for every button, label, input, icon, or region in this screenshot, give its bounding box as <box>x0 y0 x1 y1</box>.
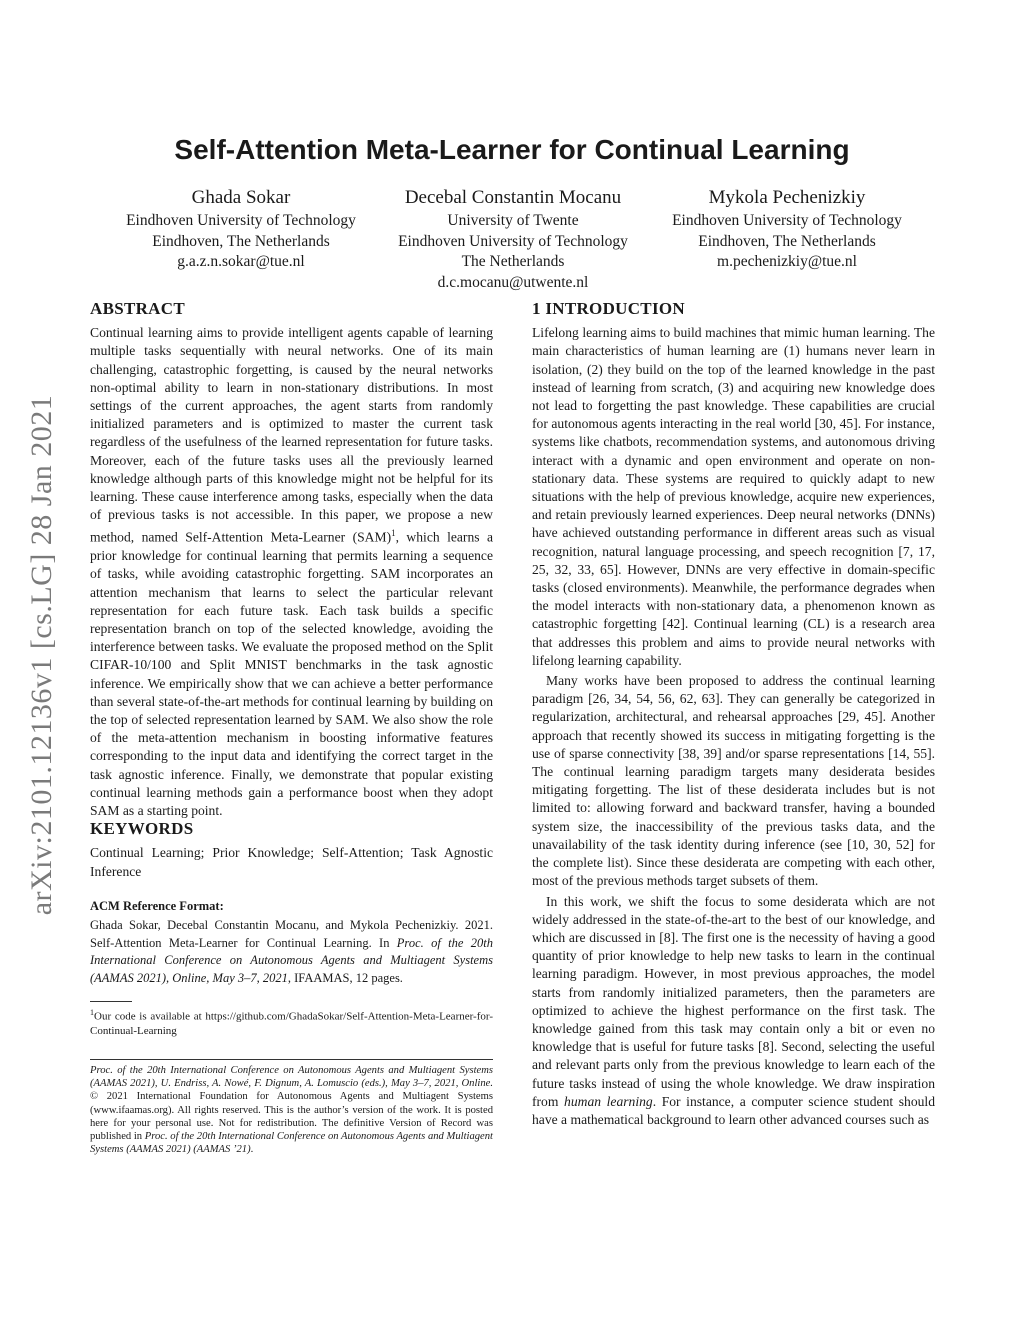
proceedings-note: Proc. of the 20th International Conference on Autonomous Agents and Multiagent Systems (AAMAS 2021), U. Endriss, A. Nowé, F. Dignum, A. Lomuscio (eds.), May 3–7, 2021, Online. © 2021 International Foundation for Autonomous Agents and Multiagent Systems (www.ifaamas.org). All rights reserved. This is the author’s version of the work. It is posted here for your personal use. Not for redistribution. The definitive Version of Record was published in Proc. of the 20th International Conference on Autonomous Agents and Multiagent Systems (AAMAS 2021) (AAMAS ’21). <box>90 1064 493 1156</box>
arxiv-stamp <box>22 360 62 950</box>
keywords-heading: KEYWORDS <box>90 819 194 839</box>
intro-paragraph-2: Many works have been proposed to address the continual learning paradigm [26, 34, 54, 56, 62, 63]. They can generally be categorized in regularization, architectural, and rehearsal approaches [29, 45]. Another approach that recently showed its success in mitigating forgetting is the use of sparse connectivity [38, 39] and/or sparse representations [14, 55]. The continual learning paradigm targets many desiderata besides mitigating forgetting. The list of these desiderata includes but is not limited to: allowing forward and backward transfer, having a bounded system size, the inaccessibility of the previous tasks data, and the unavailability of the task identity during inference (see [10, 30, 52] for the complete list). Since these desiderata are competing with each other, most of the previous methods target subsets of them. <box>532 673 935 889</box>
author-name: Ghada Sokar <box>191 187 291 208</box>
author-location: The Netherlands <box>461 253 565 270</box>
intro-paragraph-3: In this work, we shift the focus to some desiderata which are not widely addressed in the state-of-the-art to the best of our knowledge, and which are discussed in [8]. The first one is the necessity of having a good quantity of prior knowledge to help new tasks to learn in the continual learning paradigm. However, in most previous approaches, the model starts from randomly initialized parameters, then the parameters are optimized to achieve the highest performance on the first task. The knowledge gained from this task may contain only a bit or even no knowledge that is useful for future tasks [8]. Second, selecting the useful and relevant parts only from the previous knowledge to learn each of the future tasks instead of using the whole knowledge. We draw inspiration from human learning. For instance, a computer science student should have a mathematical background to learn other advanced courses such as <box>532 893 935 1127</box>
author-affiliation: Eindhoven University of Technology <box>672 212 902 229</box>
author-location: Eindhoven, The Netherlands <box>152 232 330 250</box>
acm-reference-text: Ghada Sokar, Decebal Constantin Mocanu, and Mykola Pechenizkiy. 2021. Self-Attention Meta-Learner for Continual Learning. In Proc. of the 20th International Conference on Autonomous Agents and Multiagent Systems (AAMAS 2021), Online, May 3–7, 2021, IFAAMAS, 12 pages. <box>90 918 493 985</box>
footnote: $^1$Our code is available at https://github.com/GhadaSokar/Self-Attention-Meta-Learner-for-Continual-Learning <box>90 1008 493 1038</box>
arxiv-id: arXiv:2101.12136v1 [cs.LG] 28 Jan 2021 <box>25 394 58 916</box>
right-column <box>532 300 935 1129</box>
author-block-3 <box>644 186 930 273</box>
paper-title: Self-Attention Meta-Learner for Continual Learning <box>174 134 850 165</box>
author-affiliation: Eindhoven University of Technology <box>398 232 628 250</box>
author-email: g.a.z.n.sokar@tue.nl <box>177 253 305 270</box>
author-block-2 <box>372 186 654 293</box>
author-block-1 <box>96 186 386 273</box>
proceedings-divider <box>90 1059 493 1060</box>
author-location: Eindhoven, The Netherlands <box>698 232 876 250</box>
author-affiliation: University of Twente <box>447 212 579 229</box>
keywords-text: Continual Learning; Prior Knowledge; Self-Attention; Task Agnostic Inference <box>90 845 493 879</box>
author-affiliation: Eindhoven University of Technology <box>126 212 356 229</box>
acm-reference-heading: ACM Reference Format: <box>90 898 224 913</box>
author-email: m.pechenizkiy@tue.nl <box>717 253 857 270</box>
footnote-divider <box>90 1001 132 1002</box>
author-name: Mykola Pechenizkiy <box>708 187 866 208</box>
introduction-heading: 1 INTRODUCTION <box>532 299 685 318</box>
intro-paragraph-1: Lifelong learning aims to build machines that mimic human learning. The main characteristics of human learning are (1) humans never learn in isolation, (2) they build on the top of the learned knowledge in the past instead of learning from scratch, (3) and acquiring new knowledge does not lead to forgetting the past knowledge. These capabilities are crucial for autonomous agents interacting in the real world [30, 45]. For instance, systems like chatbots, recommendation systems, and autonomous driving interact with a dynamic and open environment and operate on non-stationary data. These systems are required to quickly adapt to new situations with the help of previous knowledge, acquire new experiences, and retain previously learned experiences. Deep neural networks (DNNs) have achieved outstanding performance in different areas such as visual recognition, natural language processing, and speech recognition [7, 17, 25, 32, 33, 65]. However, DNNs are very effective in domain-specific tasks (closed environments). Meanwhile, the performance degrades when the model interacts with non-stationary data, a phenomenon known as catastrophic forgetting [42]. Continual learning (CL) is a research area that addresses this problem and aims to provide neural networks with lifelong learning capability. <box>532 325 935 668</box>
author-name: Decebal Constantin Mocanu <box>404 187 622 208</box>
abstract-heading: ABSTRACT <box>90 299 185 318</box>
abstract-text: Continual learning aims to provide intelligent agents capable of learning multiple tasks sequentially with neural networks. One of its main challenging, catastrophic forgetting, is caused by the neural networks non-optimal ability to learn in non-stationary distributions. In most settings of the current approaches, the agent starts from randomly initialized parameters and is optimized to master the current task regardless of the usefulness of the learned representation for future tasks. Moreover, each of the future tasks uses all the previously learned knowledge although parts of this knowledge might not be helpful for its learning. These cause interference among tasks, especially when the data of previous tasks is not accessible. In this paper, we propose a new method, named Self-Attention Meta-Learner (SAM)$^1$, which learns a prior knowledge for continual learning that permits learning a sequence of tasks, while avoiding catastrophic forgetting. SAM incorporates an attention mechanism that learns to select the particular relevant representation for each future task. Each task builds a specific representation branch on top of the selected knowledge, avoiding the interference between tasks. We evaluate the proposed method on the Split CIFAR-10/100 and Split MNIST benchmarks in the task agnostic inference. We empirically show that we can achieve a better performance than several state-of-the-art methods for continual learning by building on the top of selected representation learned by SAM. We also show the role of the meta-attention mechanism in boosting informative features corresponding to the input data and identifying the correct target in the task agnostic inference. Finally, we demonstrate that popular existing continual learning methods gain a performance boost when they adopt SAM as a starting point. <box>90 325 493 819</box>
left-column <box>90 300 493 1157</box>
footnote-marker: 1 <box>391 528 396 539</box>
author-email: d.c.mocanu@utwente.nl <box>437 273 589 291</box>
